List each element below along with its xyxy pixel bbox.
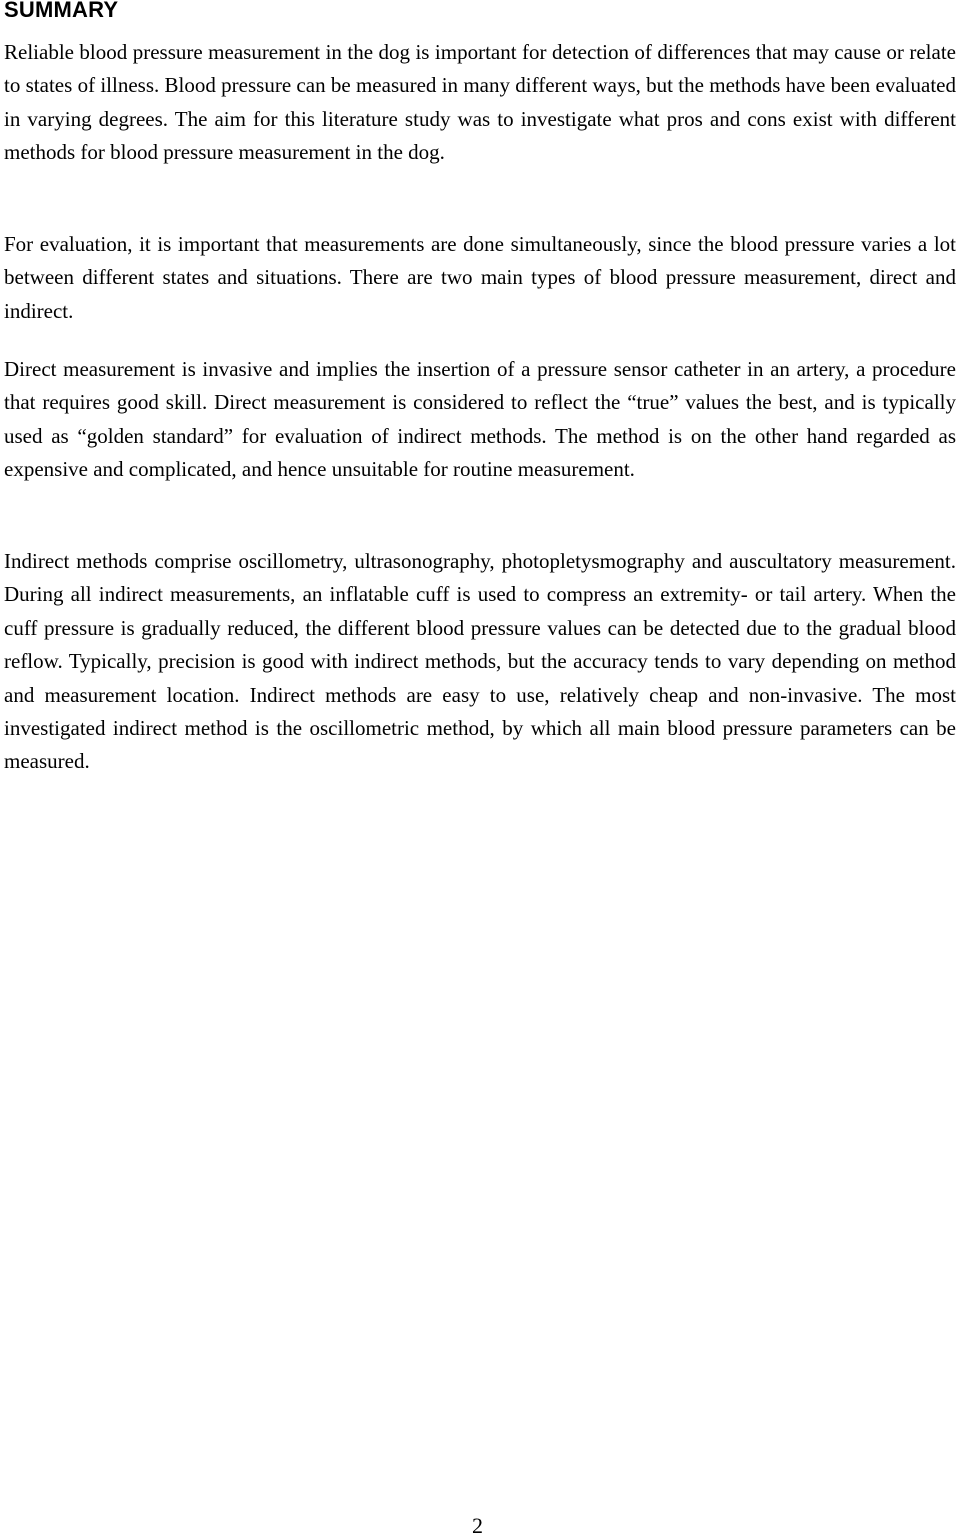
summary-paragraph-evaluation: For evaluation, it is important that measurements are done simultaneously, since the blood pressure varies a lot between different states and situations. There are two main types of blood pressure measurement, direct and indirect. bbox=[4, 232, 956, 323]
summary-paragraph-direct-measurement: Direct measurement is invasive and implies the insertion of a pressure sensor catheter in an artery, a procedure that requires good skill. Direct measurement is considered to reflect the “true” values the best, and is typically used as “golden standard” for evaluation of indirect methods. The method is on the other hand regarded as expensive and complicated, and hence unsuitable for routine measurement. bbox=[4, 357, 956, 482]
summary-paragraph-indirect-methods: Indirect methods comprise oscillometry, ultrasonography, photopletysmography and auscultatory measurement. During all indirect measurements, an inflatable cuff is used to compress an extremity- or tail artery. When the cuff pressure is gradually reduced, the different blood pressure values can be detected due to the gradual blood reflow. Typically, precision is good with indirect methods, but the accuracy tends to vary depending on method and measurement location. Indirect methods are easy to use, relatively cheap and non-invasive. The most investigated indirect method is the oscillometric method, by which all main blood pressure parameters can be measured. bbox=[4, 549, 956, 774]
section-heading: SUMMARY bbox=[4, 0, 119, 22]
summary-paragraph-intro: Reliable blood pressure measurement in the dog is important for detection of differences that may cause or relate to states of illness. Blood pressure can be measured in many different ways, but the methods have been evaluated in varying degrees. The aim for this literature study was to investigate what pros and cons exist with different methods for blood pressure measurement in the dog. bbox=[4, 40, 956, 165]
page-number: 2 bbox=[472, 1513, 483, 1538]
